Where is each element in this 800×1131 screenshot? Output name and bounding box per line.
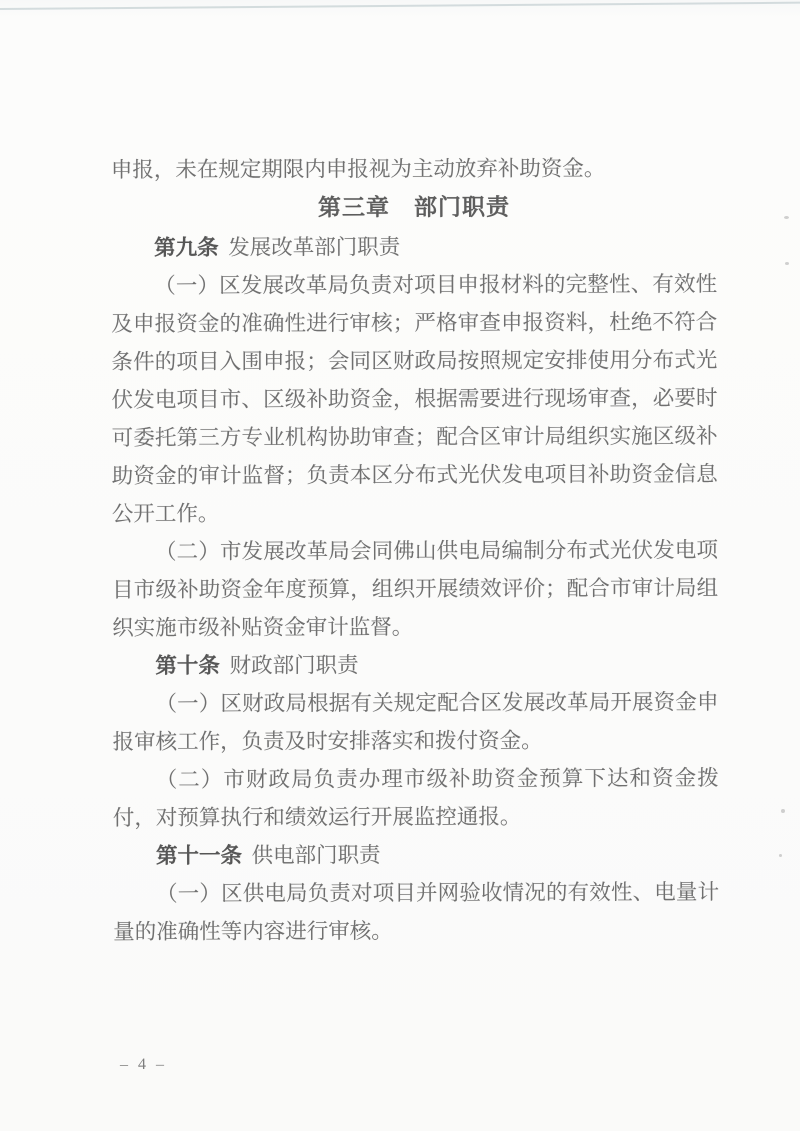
article-10-number: 第十条	[155, 653, 220, 678]
article-11-title: 供电部门职责	[251, 843, 381, 868]
scan-edge-line	[0, 2, 800, 10]
article-10-item-2: （二）市财政局负责办理市级补助资金预算下达和资金拨付，对预算执行和绩效运行开展监控通报。	[112, 766, 719, 830]
scan-speck	[781, 809, 785, 813]
article-10-title: 财政部门职责	[229, 653, 359, 678]
article-9-number: 第九条	[154, 235, 219, 260]
article-9-title: 发展改革部门职责	[228, 235, 401, 260]
paragraph-continuation: 申报，未在规定期限内申报视为主动放弃补助资金。	[110, 156, 606, 182]
article-10-heading	[112, 645, 718, 685]
article-9-item-1: （一）区发展改革局负责对项目申报材料的完整性、有效性及申报资金的准确性进行审核；严格审查申报资料，杜绝不符合条件的项目入围申报；会同区财政局按照规定安排使用分布式光伏发电项目市、区级补助资金，根据需要进行现场审查，必要时可委托第三方专业机构协助审查；配合区审计局组织实施区级补助资金的审计监督；负责本区分布式光伏发电项目补助资金信息公开工作。	[111, 272, 718, 526]
scan-speck	[785, 262, 789, 265]
chapter-heading: 第三章 部门职责	[317, 194, 510, 221]
article-11-heading	[113, 835, 719, 875]
article-11-item-1: （一）区供电局负责对项目并网验收情况的有效性、电量计量的准确性等内容进行审核。	[113, 880, 720, 944]
scan-speck	[784, 216, 789, 219]
article-9-heading	[111, 227, 717, 267]
article-10-item-1: （一）区财政局根据有关规定配合区发展改革局开展资金申报审核工作，负责及时安排落实和拨付资金。	[112, 690, 719, 754]
page-number: – 4 –	[119, 1055, 168, 1074]
article-11-number: 第十一条	[155, 843, 243, 868]
article-9-item-2: （二）市发展改革局会同佛山供电局编制分布式光伏发电项目市级补助资金年度预算，组织开展绩效评价；配合市审计局组织实施市级补贴资金审计监督。	[112, 538, 719, 640]
document-body	[111, 149, 720, 951]
scan-speck	[779, 854, 782, 857]
